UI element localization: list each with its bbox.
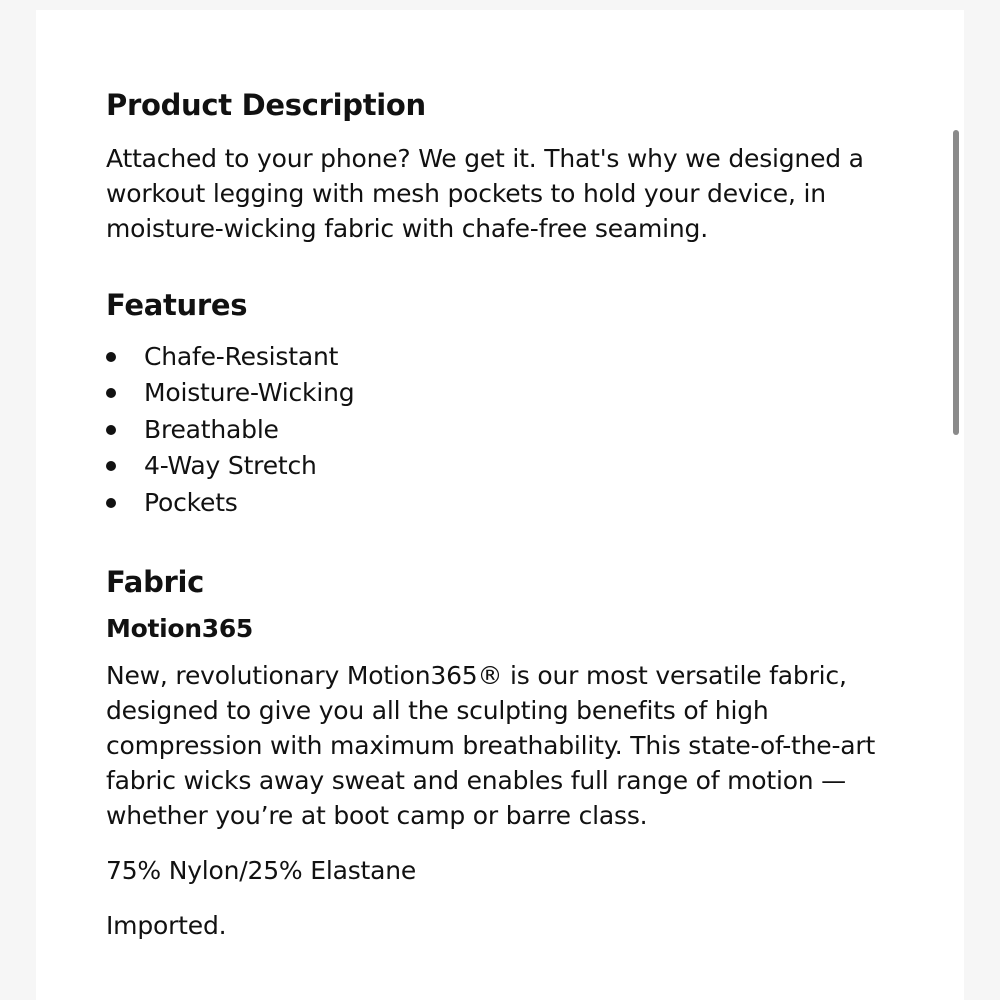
bullet-icon (106, 461, 116, 471)
product-description-text: Attached to your phone? We get it. That's why we designed a workout legging with mesh pockets to hold your device, in moisture-wicking fabric with chafe-free seaming. (106, 143, 864, 243)
fabric-name: Motion365 (106, 613, 254, 643)
feature-label: Breathable (144, 414, 279, 444)
features-list (106, 339, 906, 522)
product-details-content (106, 88, 906, 943)
feature-label: Pockets (144, 487, 238, 517)
product-description-heading: Product Description (106, 88, 426, 122)
fabric-description: New, revolutionary Motion365® is our most versatile fabric, designed to give you all the sculpting benefits of high compression with maximum breathability. This state-of-the-art fabric wicks away sweat and enables full range of motion —whether you’re at boot camp or barre class. (106, 660, 876, 830)
bullet-icon (106, 498, 116, 508)
features-heading: Features (106, 287, 248, 322)
bullet-icon (106, 352, 116, 362)
fabric-origin: Imported. (106, 910, 227, 940)
feature-item (106, 375, 906, 412)
bullet-icon (106, 425, 116, 435)
vertical-scrollbar[interactable] (953, 130, 959, 435)
feature-label: Chafe-Resistant (144, 341, 339, 371)
feature-label: 4-Way Stretch (144, 451, 317, 481)
feature-item (106, 485, 906, 522)
feature-item (106, 412, 906, 449)
feature-label: Moisture-Wicking (144, 378, 355, 408)
bullet-icon (106, 388, 116, 398)
feature-item (106, 339, 906, 376)
product-details-panel (36, 10, 964, 1000)
fabric-composition: 75% Nylon/25% Elastane (106, 855, 417, 885)
feature-item (106, 448, 906, 485)
fabric-heading: Fabric (106, 565, 205, 600)
